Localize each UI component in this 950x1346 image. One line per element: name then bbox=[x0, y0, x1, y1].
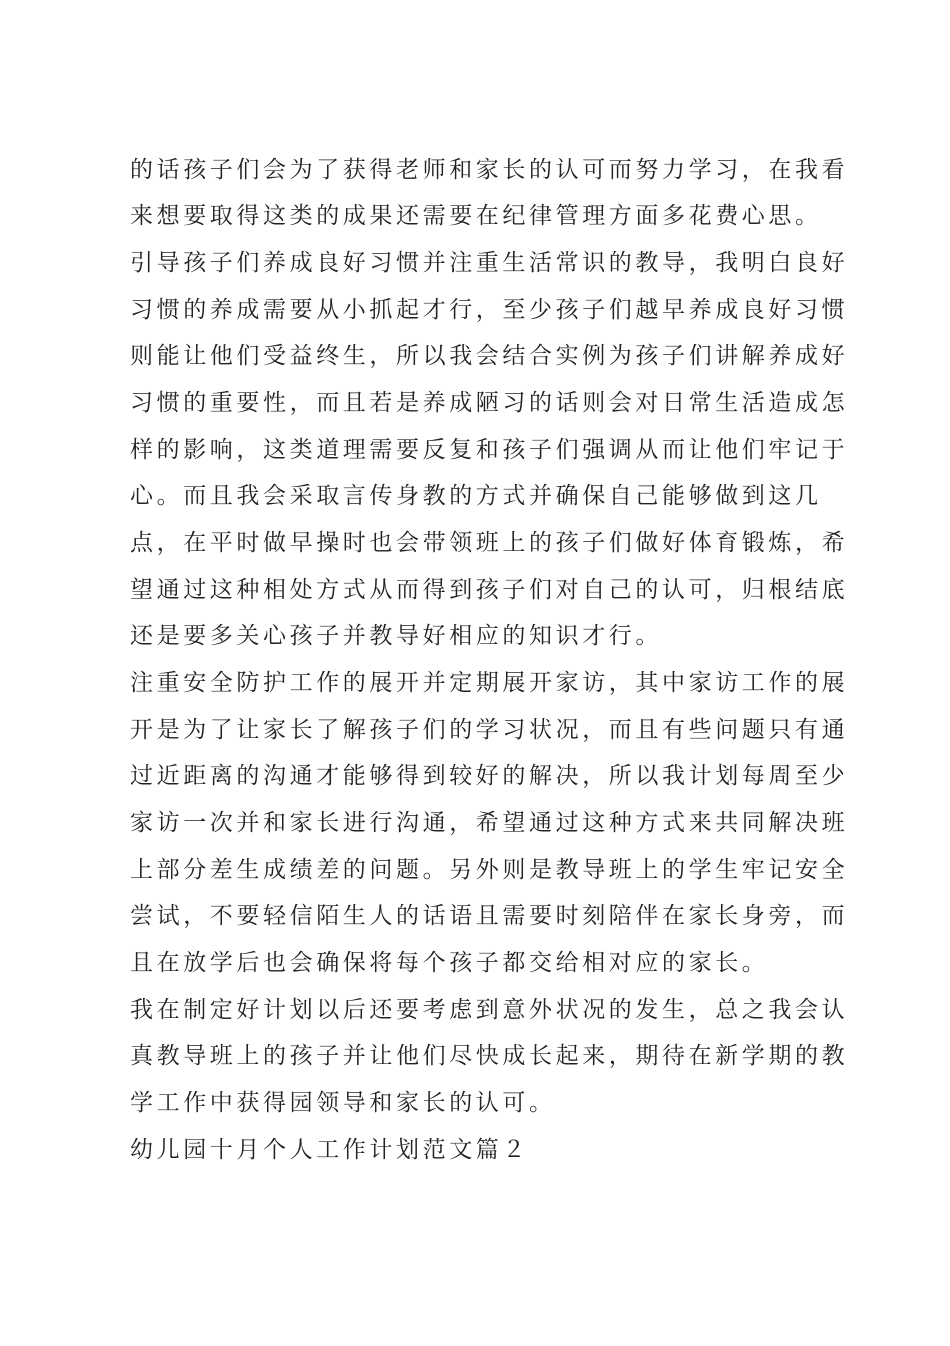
text-line: 注重安全防护工作的展开并定期展开家访，其中家访工作的展 bbox=[130, 670, 849, 696]
text-line: 且在放学后也会确保将每个孩子都交给相对应的家长。 bbox=[130, 950, 769, 976]
text-line: 习惯的重要性，而且若是养成陋习的话则会对日常生活造成怎 bbox=[130, 390, 849, 416]
text-line: 引导孩子们养成良好习惯并注重生活常识的教导，我明白良好 bbox=[130, 250, 849, 276]
text-line: 点，在平时做早操时也会带领班上的孩子们做好体育锻炼，希 bbox=[130, 530, 849, 556]
text-line: 习惯的养成需要从小抓起才行，至少孩子们越早养成良好习惯 bbox=[130, 297, 849, 323]
text-line: 开是为了让家长了解孩子们的学习状况，而且有些问题只有通 bbox=[130, 717, 849, 743]
text-line: 我在制定好计划以后还要考虑到意外状况的发生，总之我会认 bbox=[130, 997, 849, 1023]
text-line: 尝试，不要轻信陌生人的话语且需要时刻陪伴在家长身旁，而 bbox=[130, 903, 849, 929]
text-line: 过近距离的沟通才能够得到较好的解决，所以我计划每周至少 bbox=[130, 763, 849, 789]
text-line: 来想要取得这类的成果还需要在纪律管理方面多花费心思。 bbox=[130, 203, 822, 229]
text-line: 还是要多关心孩子并教导好相应的知识才行。 bbox=[130, 623, 662, 649]
text-line: 真教导班上的孩子并让他们尽快成长起来，期待在新学期的教 bbox=[130, 1043, 849, 1069]
text-line: 上部分差生成绩差的问题。另外则是教导班上的学生牢记安全 bbox=[130, 857, 849, 883]
text-line: 则能让他们受益终生，所以我会结合实例为孩子们讲解养成好 bbox=[130, 343, 849, 369]
text-line: 家访一次并和家长进行沟通，希望通过这种方式来共同解决班 bbox=[130, 810, 849, 836]
text-line: 的话孩子们会为了获得老师和家长的认可而努力学习，在我看 bbox=[130, 157, 849, 183]
text-line: 望通过这种相处方式从而得到孩子们对自己的认可，归根结底 bbox=[130, 577, 849, 603]
section-heading: 幼儿园十月个人工作计划范文篇２ bbox=[130, 1137, 529, 1163]
text-line: 样的影响，这类道理需要反复和孩子们强调从而让他们牢记于 bbox=[130, 437, 849, 463]
text-line: 学工作中获得园领导和家长的认可。 bbox=[130, 1090, 556, 1116]
text-line: 心。而且我会采取言传身教的方式并确保自己能够做到这几 bbox=[130, 483, 822, 509]
